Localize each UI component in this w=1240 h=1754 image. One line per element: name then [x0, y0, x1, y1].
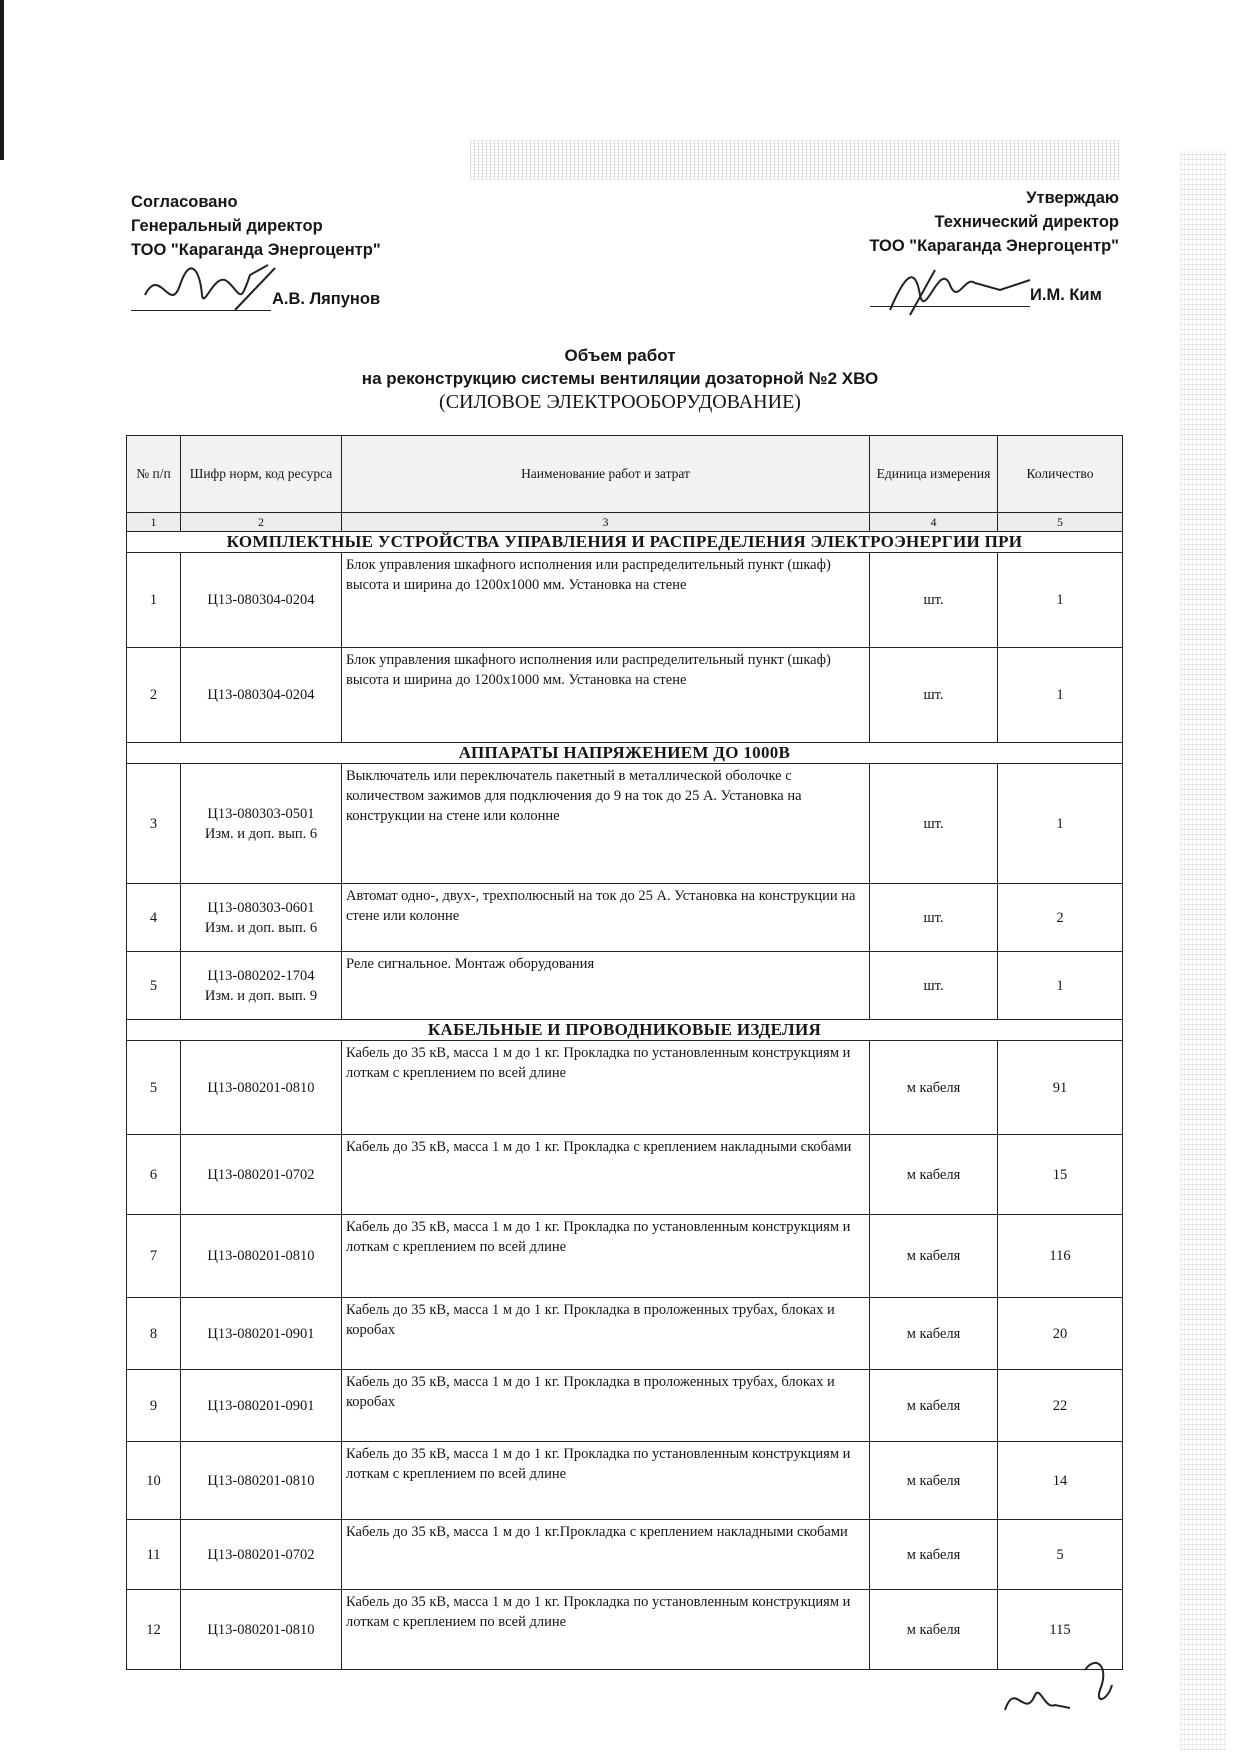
table-row — [127, 884, 1123, 952]
row-unit: шт. — [870, 952, 998, 1020]
row-num: 11 — [127, 1520, 181, 1590]
row-code: Ц13-080201-0810 — [181, 1041, 342, 1135]
row-num: 5 — [127, 1041, 181, 1135]
table-row — [127, 1442, 1123, 1520]
row-num: 12 — [127, 1590, 181, 1670]
header-name: Наименование работ и затрат — [342, 436, 870, 513]
row-qty: 1 — [998, 764, 1123, 884]
row-unit: шт. — [870, 648, 998, 743]
row-code: Ц13-080201-0901 — [181, 1298, 342, 1370]
row-code-main: Ц13-080202-1704 — [207, 967, 315, 984]
row-unit: м кабеля — [870, 1370, 998, 1442]
row-name: Кабель до 35 кВ, масса 1 м до 1 кг.Прокладка с креплением накладными скобами — [342, 1520, 870, 1590]
header-num: № п/п — [127, 436, 181, 513]
row-qty: 22 — [998, 1370, 1123, 1442]
table-row — [127, 1298, 1123, 1370]
column-number: 2 — [181, 513, 342, 532]
row-code: Ц13-080201-0702 — [181, 1520, 342, 1590]
document-title: Объем работ — [564, 346, 676, 365]
approval-right — [869, 186, 1119, 258]
table-row — [127, 553, 1123, 648]
works-table — [126, 435, 1123, 1670]
scan-noise-top — [470, 140, 1120, 180]
header-unit: Единица измерения — [870, 436, 998, 513]
column-numbers-row — [127, 513, 1123, 532]
row-unit: м кабеля — [870, 1442, 998, 1520]
header-code: Шифр норм, код ресурса — [181, 436, 342, 513]
signer-left: А.В. Ляпунов — [272, 290, 381, 308]
approval-left-line: Генеральный директор — [131, 217, 323, 235]
approval-right-line: ТОО "Караганда Энергоцентр" — [869, 237, 1119, 255]
row-num: 9 — [127, 1370, 181, 1442]
row-qty: 20 — [998, 1298, 1123, 1370]
row-num: 2 — [127, 648, 181, 743]
row-qty: 15 — [998, 1135, 1123, 1215]
row-qty: 116 — [998, 1215, 1123, 1298]
row-unit: м кабеля — [870, 1520, 998, 1590]
row-unit: м кабеля — [870, 1298, 998, 1370]
scan-edge — [0, 0, 4, 160]
table-row — [127, 1041, 1123, 1135]
table-row — [127, 952, 1123, 1020]
row-code-note: Изм. и доп. вып. 6 — [204, 919, 318, 936]
row-qty: 1 — [998, 952, 1123, 1020]
row-code: Ц13-080201-0810 — [181, 1590, 342, 1670]
row-qty: 91 — [998, 1041, 1123, 1135]
row-num: 6 — [127, 1135, 181, 1215]
row-name: Выключатель или переключатель пакетный в металлической оболочке с количеством зажимов для подключения до 9 на ток до 25 А. Установка на конструкции на стене или колонне — [342, 764, 870, 884]
row-code-note: Изм. и доп. вып. 9 — [204, 987, 318, 1004]
row-name: Кабель до 35 кВ, масса 1 м до 1 кг. Прокладка в проложенных трубах, блоках и коробах — [342, 1298, 870, 1370]
column-number: 3 — [342, 513, 870, 532]
approval-left-line: ТОО "Караганда Энергоцентр" — [131, 241, 381, 259]
document-subtitle-2: (СИЛОВОЕ ЭЛЕКТРООБОРУДОВАНИЕ) — [439, 391, 801, 413]
row-name: Кабель до 35 кВ, масса 1 м до 1 кг. Прокладка в проложенных трубах, блоках и коробах — [342, 1370, 870, 1442]
table-row — [127, 1520, 1123, 1590]
section-title: КОМПЛЕКТНЫЕ УСТРОЙСТВА УПРАВЛЕНИЯ И РАСПРЕДЕЛЕНИЯ ЭЛЕКТРОЭНЕРГИИ ПРИ — [127, 532, 1123, 553]
row-name: Кабель до 35 кВ, масса 1 м до 1 кг. Прокладка по установленным конструкциям и лоткам с креплением по всей длине — [342, 1041, 870, 1135]
table-row — [127, 1135, 1123, 1215]
row-code-main: Ц13-080303-0601 — [207, 899, 315, 916]
approval-left-line: Согласовано — [131, 193, 238, 211]
section-header — [127, 532, 1123, 553]
row-num: 1 — [127, 553, 181, 648]
table-row — [127, 648, 1123, 743]
row-num: 3 — [127, 764, 181, 884]
row-qty: 1 — [998, 553, 1123, 648]
row-name: Кабель до 35 кВ, масса 1 м до 1 кг. Прокладка с креплением накладными скобами — [342, 1135, 870, 1215]
section-header — [127, 743, 1123, 764]
row-code-main: Ц13-080303-0501 — [207, 805, 315, 822]
row-unit: м кабеля — [870, 1041, 998, 1135]
section-title: АППАРАТЫ НАПРЯЖЕНИЕМ ДО 1000В — [127, 743, 1123, 764]
row-unit: шт. — [870, 764, 998, 884]
section-title: КАБЕЛЬНЫЕ И ПРОВОДНИКОВЫЕ ИЗДЕЛИЯ — [127, 1020, 1123, 1041]
row-qty: 115 — [998, 1590, 1123, 1670]
row-unit: шт. — [870, 884, 998, 952]
row-num: 7 — [127, 1215, 181, 1298]
table-row — [127, 1370, 1123, 1442]
row-name: Автомат одно-, двух-, трехполюсный на ток до 25 А. Установка на конструкции на стене или колонне — [342, 884, 870, 952]
row-name: Кабель до 35 кВ, масса 1 м до 1 кг. Прокладка по установленным конструкциям и лоткам с креплением по всей длине — [342, 1590, 870, 1670]
table-row — [127, 1215, 1123, 1298]
column-number: 4 — [870, 513, 998, 532]
row-unit: м кабеля — [870, 1590, 998, 1670]
column-number: 1 — [127, 513, 181, 532]
row-code — [181, 884, 342, 952]
signature-right-icon — [880, 255, 1040, 325]
section-header — [127, 1020, 1123, 1041]
row-unit: м кабеля — [870, 1215, 998, 1298]
row-unit: м кабеля — [870, 1135, 998, 1215]
row-code — [181, 952, 342, 1020]
row-num: 8 — [127, 1298, 181, 1370]
row-qty: 1 — [998, 648, 1123, 743]
approval-right-line: Технический директор — [934, 213, 1119, 231]
row-num: 4 — [127, 884, 181, 952]
row-name: Блок управления шкафного исполнения или распределительный пункт (шкаф) высота и ширина до 1200х1000 мм. Установка на стене — [342, 648, 870, 743]
row-name: Реле сигнальное. Монтаж оборудования — [342, 952, 870, 1020]
row-name: Блок управления шкафного исполнения или распределительный пункт (шкаф) высота и ширина до 1200х1000 мм. Установка на стене — [342, 553, 870, 648]
row-code: Ц13-080304-0204 — [181, 648, 342, 743]
row-name: Кабель до 35 кВ, масса 1 м до 1 кг. Прокладка по установленным конструкциям и лоткам с креплением по всей длине — [342, 1442, 870, 1520]
row-code: Ц13-080201-0810 — [181, 1442, 342, 1520]
document-subtitle: на реконструкцию системы вентиляции дозаторной №2 ХВО — [361, 369, 879, 388]
header-qty: Количество — [998, 436, 1123, 513]
table-row — [127, 1590, 1123, 1670]
approval-left — [131, 190, 381, 262]
row-code: Ц13-080201-0810 — [181, 1215, 342, 1298]
signature-left-icon — [140, 260, 280, 320]
row-name: Кабель до 35 кВ, масса 1 м до 1 кг. Прокладка по установленным конструкциям и лоткам с креплением по всей длине — [342, 1215, 870, 1298]
row-code-note: Изм. и доп. вып. 6 — [204, 825, 318, 842]
row-num: 10 — [127, 1442, 181, 1520]
row-code: Ц13-080201-0901 — [181, 1370, 342, 1442]
row-code — [181, 764, 342, 884]
approval-right-line: Утверждаю — [1026, 189, 1119, 207]
row-unit: шт. — [870, 553, 998, 648]
row-code: Ц13-080304-0204 — [181, 553, 342, 648]
row-code: Ц13-080201-0702 — [181, 1135, 342, 1215]
signer-right: И.М. Ким — [1030, 286, 1102, 304]
scan-noise-right — [1180, 150, 1226, 1750]
row-qty: 14 — [998, 1442, 1123, 1520]
row-num: 5 — [127, 952, 181, 1020]
table-header-row — [127, 436, 1123, 513]
row-qty: 5 — [998, 1520, 1123, 1590]
row-qty: 2 — [998, 884, 1123, 952]
initials-signature-icon — [1000, 1650, 1120, 1730]
table-row — [127, 764, 1123, 884]
column-number: 5 — [998, 513, 1123, 532]
